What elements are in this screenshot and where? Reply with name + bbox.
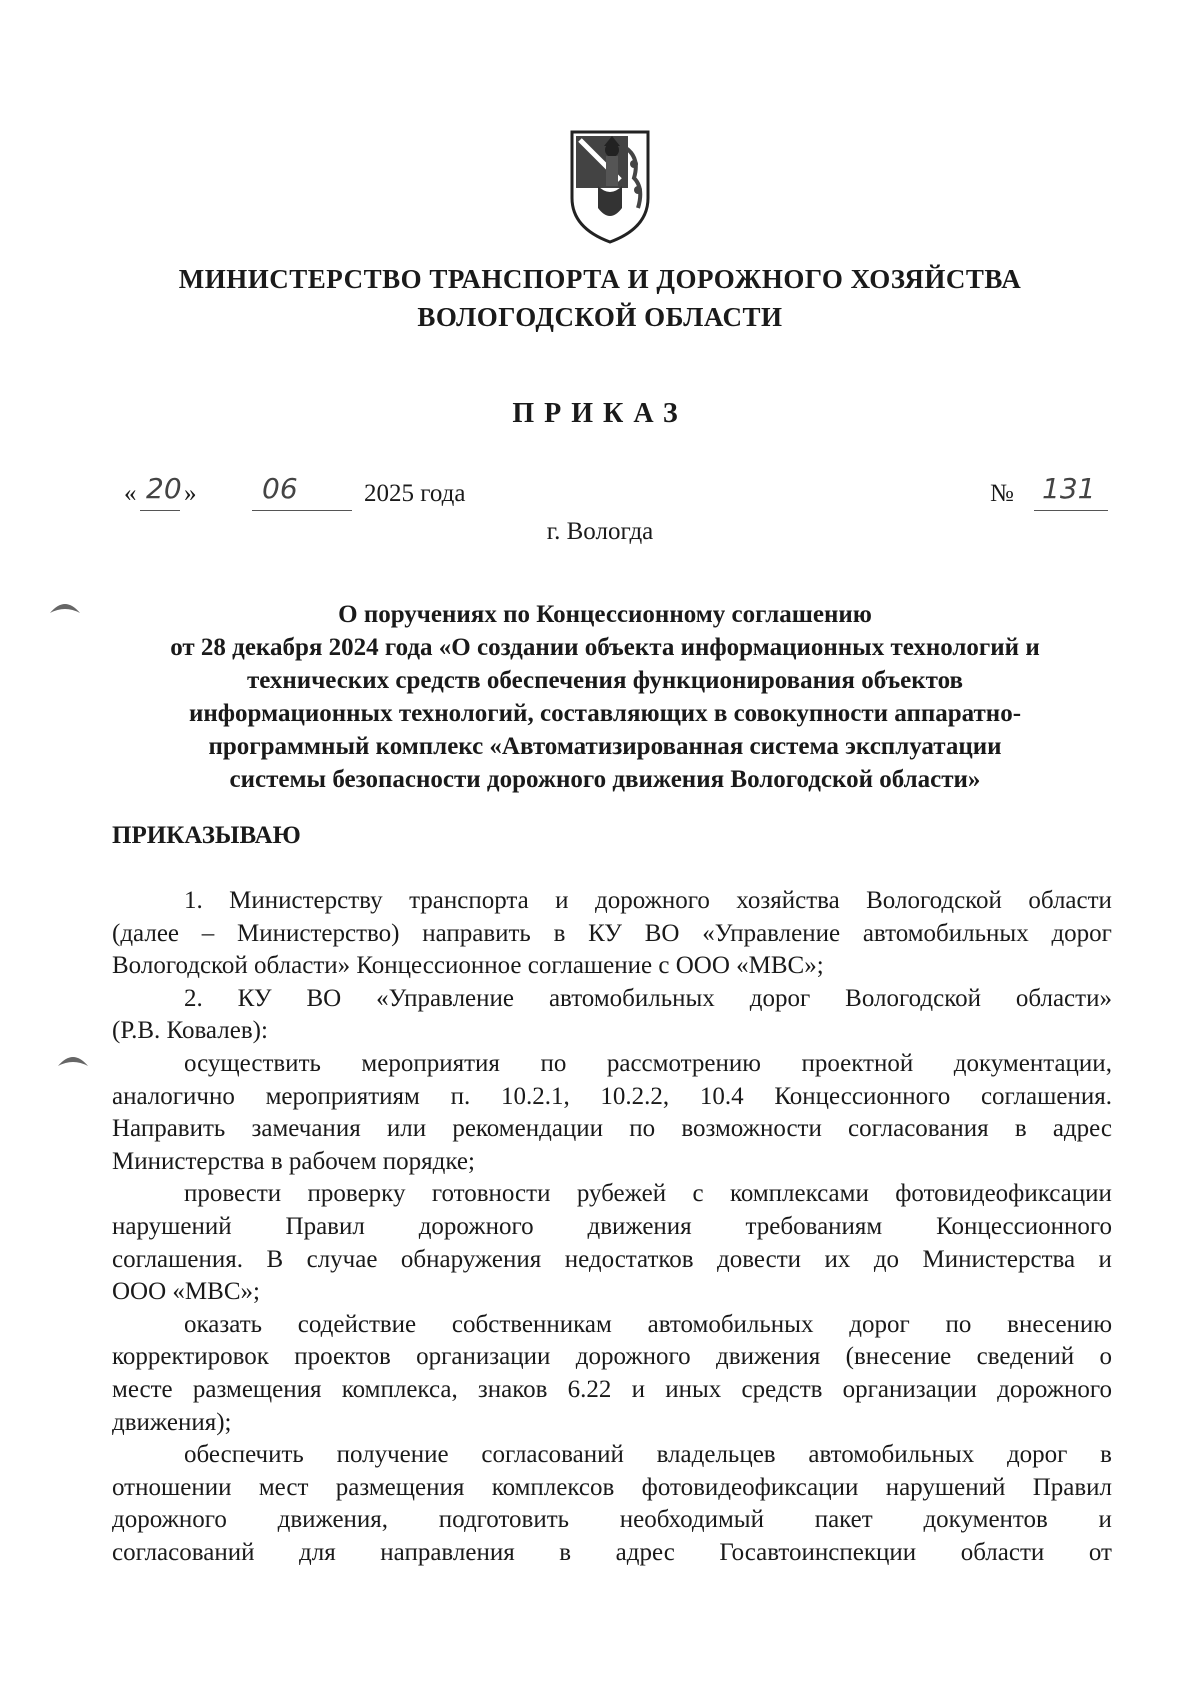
body-word: документации, [953, 1049, 1112, 1077]
body-word: области» [1015, 984, 1112, 1012]
body-word: адрес [1052, 1115, 1112, 1143]
body-word: области [1028, 887, 1112, 914]
body-word: и [631, 1375, 646, 1403]
body-word: до [873, 1245, 900, 1273]
body-word: мест [258, 1473, 309, 1501]
body-word: адрес [615, 1538, 675, 1566]
body-word: иных [665, 1375, 722, 1403]
body-word: аналогично [112, 1082, 235, 1110]
body-line [112, 918, 1112, 951]
body-line [112, 1211, 1112, 1244]
quote-close: » [184, 480, 197, 507]
body-word: возможности [681, 1115, 822, 1143]
body-word: документов [923, 1506, 1048, 1534]
body-word: согласований [112, 1538, 255, 1566]
body-line [112, 1048, 1112, 1081]
subject-line: системы безопасности дорожного движения Вологодской области» [229, 766, 981, 793]
body-word: дорог [1006, 1441, 1068, 1469]
body-word: месте [112, 1375, 173, 1403]
body-word: корректировок [112, 1343, 269, 1371]
body-word: Направить [112, 1115, 226, 1143]
body-word: комплексов [491, 1473, 615, 1501]
body-word: движения, [277, 1506, 389, 1534]
handwritten-day: 20 [146, 472, 182, 505]
body-line [112, 1244, 1112, 1277]
body-word: КУ [588, 919, 622, 947]
body-word: мероприятия [361, 1049, 500, 1077]
body-word: области [960, 1538, 1045, 1566]
body-word: размещения [192, 1375, 322, 1403]
body-word: соглашения. [980, 1082, 1112, 1110]
body-word: ВО [306, 984, 342, 1012]
body-word: хозяйства [736, 887, 840, 914]
body-word: дорожного [575, 1343, 691, 1371]
body-line: Министерства в рабочем порядке; [112, 1147, 475, 1175]
body-word: соглашения. [112, 1245, 244, 1273]
body-word: внесению [1007, 1310, 1112, 1338]
body-line [112, 1374, 1112, 1407]
body-word: по [540, 1049, 567, 1077]
body-word: проектной [801, 1049, 914, 1077]
body-line [112, 1341, 1112, 1374]
body-line: движения); [112, 1408, 232, 1436]
body-word: «Управление [702, 919, 841, 947]
body-word: 1. [184, 887, 203, 914]
body-line: Вологодской области» Концессионное соглашение с ООО «МВС»; [112, 952, 824, 980]
ministry-name-line1: МИНИСТЕРСТВО ТРАНСПОРТА И ДОРОЖНОГО ХОЗЯЙСТВА [178, 264, 1022, 294]
body-word: комплекса, [341, 1375, 458, 1403]
body-word: направления [380, 1538, 515, 1566]
body-word: фотовидеофиксации [895, 1180, 1112, 1208]
body-line [112, 983, 1112, 1016]
body-word: нарушений [885, 1473, 1006, 1501]
body-word: отношении [112, 1473, 232, 1501]
body-word: ВО [644, 919, 680, 947]
body-word: дорожного [997, 1375, 1112, 1403]
body-word: проектов [294, 1343, 391, 1371]
body-word: комплексами [729, 1180, 869, 1208]
body-word: Вологодской [845, 984, 981, 1012]
body-word: 6.22 [567, 1375, 612, 1403]
body-word: Вологодской [866, 887, 1002, 914]
body-word: – [201, 919, 215, 947]
subject-line: от 28 декабря 2024 года «О создании объекта информационных технологий и [170, 634, 1040, 661]
body-word: дорог [1051, 919, 1112, 947]
body-word: Правил [285, 1212, 365, 1240]
body-word: КУ [237, 984, 272, 1012]
body-word: 10.2.2, [600, 1082, 670, 1110]
subject-line: программный комплекс «Автоматизированная система эксплуатации [208, 733, 1002, 760]
body-word: и [555, 887, 569, 914]
body-word: транспорта [409, 887, 529, 914]
city: г. Вологда [546, 518, 654, 545]
body-word: средств [741, 1375, 823, 1403]
body-word: знаков [477, 1375, 548, 1403]
body-word: владельцев [656, 1441, 776, 1469]
body-word: о [1099, 1343, 1112, 1371]
body-word: в [559, 1538, 572, 1566]
body-word: их [824, 1245, 851, 1273]
body-word: (далее [112, 919, 180, 947]
body-word: провести [184, 1180, 282, 1208]
subject-line: информационных технологий, составляющих в совокупности аппаратно- [188, 700, 1022, 727]
body-line [112, 1472, 1112, 1505]
body-word: довести [717, 1245, 802, 1273]
body-word: в [1100, 1441, 1112, 1469]
body-word: по [945, 1310, 972, 1338]
body-word: организации [416, 1343, 551, 1371]
decree-word: ПРИКАЗЫВАЮ [112, 822, 301, 849]
body-word: проверку [307, 1180, 406, 1208]
body-word: от [1088, 1538, 1112, 1566]
quote-open: « [124, 480, 137, 507]
body-word: содействие [297, 1310, 417, 1338]
body-word: движения [587, 1212, 692, 1240]
body-line [112, 1537, 1112, 1570]
scan-hole-mark [56, 1050, 90, 1068]
body-word: дорожного [112, 1506, 227, 1534]
body-word: направить [422, 919, 531, 947]
body-word: сведений [976, 1343, 1075, 1371]
body-word: «Управление [376, 984, 515, 1012]
body-word: осуществить [184, 1049, 321, 1077]
body-word: собственникам [451, 1310, 612, 1338]
day-underline [140, 510, 180, 511]
body-line [112, 1439, 1112, 1472]
body-word: рекомендации [452, 1115, 604, 1143]
body-word: Министерства [922, 1245, 1076, 1273]
body-word: дорожного [418, 1212, 534, 1240]
coat-of-arms-emblem [568, 128, 652, 246]
body-word: для [299, 1538, 336, 1566]
body-word: и [1098, 1506, 1112, 1534]
order-subject [105, 598, 1105, 796]
body-word: автомобильных [862, 919, 1029, 947]
body-word: организации [842, 1375, 977, 1403]
body-word: в [1014, 1115, 1027, 1143]
body-word: оказать [184, 1310, 263, 1338]
handwritten-number: 131 [1042, 472, 1096, 505]
body-word: и [1098, 1245, 1112, 1273]
body-word: мероприятиям [265, 1082, 420, 1110]
body-line: (Р.В. Ковалев): [112, 1017, 268, 1045]
body-word: автомобильных [647, 1310, 814, 1338]
body-word: с [692, 1180, 704, 1208]
body-word: в [553, 919, 566, 947]
body-word: рассмотрению [606, 1049, 761, 1077]
body-line [112, 1178, 1112, 1211]
body-word: подготовить [438, 1506, 570, 1534]
body-line [112, 1309, 1112, 1342]
body-word: дорожного [594, 887, 710, 914]
body-word: Министерству [229, 887, 383, 914]
body-word: обеспечить [184, 1441, 304, 1469]
body-word: случае [306, 1245, 378, 1273]
body-word: фотовидеофиксации [641, 1473, 859, 1501]
body-word: 10.2.1, [500, 1082, 570, 1110]
body-line [112, 1113, 1112, 1146]
body-word: нарушений [112, 1212, 232, 1240]
number-label: № [990, 480, 1014, 507]
date-row [0, 472, 1200, 516]
body-line [112, 1504, 1112, 1537]
body-word: автомобильных [548, 984, 715, 1012]
body-word: движения [716, 1343, 821, 1371]
subject-line: О поручениях по Концессионному соглашению [338, 601, 872, 628]
body-word: Концессионного [774, 1082, 951, 1110]
body-word: недостатков [564, 1245, 694, 1273]
body-line [112, 885, 1112, 918]
body-word: Министерство) [237, 919, 400, 947]
body-word: согласования [848, 1115, 989, 1143]
year-text: 2025 года [364, 480, 466, 507]
body-word: по [629, 1115, 656, 1143]
body-word: пакет [814, 1506, 873, 1534]
body-word: готовности [431, 1180, 551, 1208]
body-word: В [266, 1245, 284, 1273]
body-word: Госавтоинспекции [719, 1538, 917, 1566]
body-word: согласований [481, 1441, 624, 1469]
number-underline [1034, 510, 1108, 511]
scan-hole-mark [48, 597, 82, 615]
body-line: ООО «МВС»; [112, 1278, 260, 1306]
body-word: дорог [849, 1310, 910, 1338]
body-word: (внесение [845, 1343, 952, 1371]
body-word: автомобильных [808, 1441, 975, 1469]
order-title: ПРИКАЗ [512, 398, 688, 429]
body-word: п. [450, 1082, 471, 1110]
body-word: необходимый [619, 1506, 764, 1534]
body-word: 2. [184, 984, 203, 1012]
body-word: замечания [251, 1115, 361, 1143]
body-word: Концессионного [936, 1212, 1112, 1240]
body-word: получение [336, 1441, 449, 1469]
order-body [112, 885, 1112, 1569]
ministry-name-line2: ВОЛОГОДСКОЙ ОБЛАСТИ [417, 302, 783, 332]
subject-line: технических средств обеспечения функционирования объектов [247, 667, 963, 694]
handwritten-month: 06 [262, 472, 298, 505]
body-word: обнаружения [400, 1245, 542, 1273]
body-word: Правил [1032, 1473, 1112, 1501]
month-underline [252, 510, 352, 511]
body-word: или [386, 1115, 427, 1143]
body-word: дорог [749, 984, 811, 1012]
body-word: требованиям [745, 1212, 883, 1240]
body-word: рубежей [576, 1180, 667, 1208]
body-line [112, 1081, 1112, 1114]
body-word: размещения [335, 1473, 465, 1501]
body-word: 10.4 [699, 1082, 744, 1110]
